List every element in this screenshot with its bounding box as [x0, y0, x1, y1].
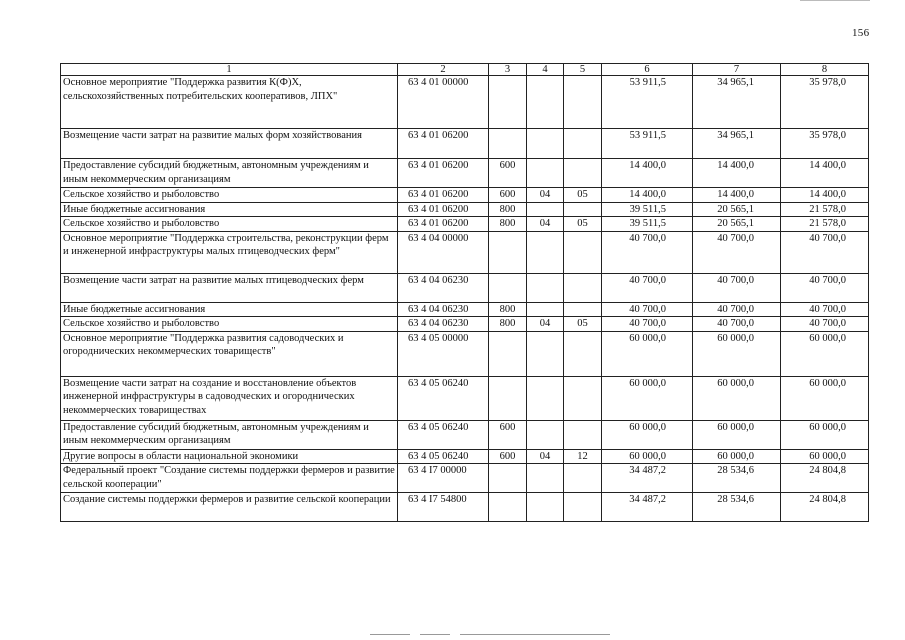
row-value-6: 14 400,0	[602, 159, 693, 188]
table-row	[61, 317, 869, 332]
row-value-7: 20 565,1	[693, 217, 781, 232]
row-value-8: 40 700,0	[781, 302, 869, 317]
row-kvr	[489, 76, 527, 129]
row-name: Иные бюджетные ассигнования	[61, 302, 398, 317]
row-code: 63 4 05 06240	[398, 449, 489, 464]
row-value-8: 24 804,8	[781, 464, 869, 493]
budget-table	[60, 63, 869, 522]
row-value-6: 53 911,5	[602, 129, 693, 159]
row-value-8: 40 700,0	[781, 317, 869, 332]
row-kvr: 800	[489, 317, 527, 332]
page-number: 156	[852, 27, 870, 39]
column-header: 6	[602, 64, 693, 76]
row-kvr: 800	[489, 217, 527, 232]
row-value-6: 60 000,0	[602, 331, 693, 376]
row-code: 63 4 04 06230	[398, 273, 489, 302]
table-row	[61, 76, 869, 129]
row-value-7: 40 700,0	[693, 273, 781, 302]
row-subsection	[564, 76, 602, 129]
row-value-6: 34 487,2	[602, 493, 693, 522]
table-row	[61, 159, 869, 188]
row-name: Создание системы поддержки фермеров и развитие сельской кооперации	[61, 493, 398, 522]
column-header: 3	[489, 64, 527, 76]
row-code: 63 4 01 06200	[398, 202, 489, 217]
row-name: Предоставление субсидий бюджетным, автономным учреждениям и иным некоммерческим организациям	[61, 159, 398, 188]
row-section	[527, 493, 564, 522]
row-code: 63 4 05 06240	[398, 420, 489, 449]
row-name: Предоставление субсидий бюджетным, автономным учреждениям и иным некоммерческим организациям	[61, 420, 398, 449]
row-subsection	[564, 331, 602, 376]
row-section	[527, 464, 564, 493]
row-section	[527, 302, 564, 317]
row-name: Федеральный проект "Создание системы поддержки фермеров и развитие сельской кооперации"	[61, 464, 398, 493]
row-section: 04	[527, 317, 564, 332]
row-value-8: 60 000,0	[781, 376, 869, 420]
row-value-6: 53 911,5	[602, 76, 693, 129]
table-row	[61, 273, 869, 302]
table-row	[61, 331, 869, 376]
row-value-6: 60 000,0	[602, 420, 693, 449]
row-subsection: 12	[564, 449, 602, 464]
header-row	[61, 64, 869, 76]
footer-rule-segment	[420, 634, 450, 635]
row-value-6: 60 000,0	[602, 376, 693, 420]
row-value-6: 60 000,0	[602, 449, 693, 464]
row-value-7: 40 700,0	[693, 231, 781, 273]
row-section	[527, 331, 564, 376]
row-subsection	[564, 464, 602, 493]
table-row	[61, 188, 869, 203]
row-value-7: 14 400,0	[693, 159, 781, 188]
row-value-8: 40 700,0	[781, 273, 869, 302]
row-value-7: 60 000,0	[693, 449, 781, 464]
row-value-8: 14 400,0	[781, 159, 869, 188]
table-row	[61, 420, 869, 449]
row-name: Другие вопросы в области национальной экономики	[61, 449, 398, 464]
row-name: Основное мероприятие "Поддержка строительства, реконструкции ферм и инженерной инфраструктуры малых птицеводческих ферм"	[61, 231, 398, 273]
row-section	[527, 159, 564, 188]
row-subsection	[564, 376, 602, 420]
row-name: Сельское хозяйство и рыболовство	[61, 217, 398, 232]
row-value-8: 21 578,0	[781, 202, 869, 217]
column-header: 7	[693, 64, 781, 76]
row-kvr: 600	[489, 159, 527, 188]
row-code: 63 4 I7 54800	[398, 493, 489, 522]
table-row	[61, 376, 869, 420]
row-value-8: 60 000,0	[781, 449, 869, 464]
column-header: 8	[781, 64, 869, 76]
row-section	[527, 76, 564, 129]
row-subsection	[564, 493, 602, 522]
row-value-8: 60 000,0	[781, 331, 869, 376]
row-value-6: 39 511,5	[602, 217, 693, 232]
column-header: 2	[398, 64, 489, 76]
table-row	[61, 493, 869, 522]
row-kvr	[489, 464, 527, 493]
scan-edge-mark	[800, 0, 870, 1]
row-kvr	[489, 331, 527, 376]
row-kvr	[489, 129, 527, 159]
row-kvr: 600	[489, 449, 527, 464]
row-value-8: 14 400,0	[781, 188, 869, 203]
row-name: Возмещение части затрат на развитие малых форм хозяйствования	[61, 129, 398, 159]
row-name: Сельское хозяйство и рыболовство	[61, 188, 398, 203]
row-section	[527, 202, 564, 217]
row-code: 63 4 01 06200	[398, 188, 489, 203]
row-value-8: 40 700,0	[781, 231, 869, 273]
table-row	[61, 464, 869, 493]
row-kvr: 600	[489, 188, 527, 203]
row-value-6: 40 700,0	[602, 317, 693, 332]
row-value-8: 21 578,0	[781, 217, 869, 232]
row-value-8: 60 000,0	[781, 420, 869, 449]
row-section	[527, 231, 564, 273]
row-code: 63 4 04 06230	[398, 317, 489, 332]
row-name: Сельское хозяйство и рыболовство	[61, 317, 398, 332]
row-name: Возмещение части затрат на создание и восстановление объектов инженерной инфраструктуры в садоводческих и огороднических некоммерческих товариществах	[61, 376, 398, 420]
row-value-7: 34 965,1	[693, 76, 781, 129]
row-value-7: 14 400,0	[693, 188, 781, 203]
row-value-6: 40 700,0	[602, 302, 693, 317]
row-subsection	[564, 273, 602, 302]
row-name: Основное мероприятие "Поддержка развития садоводческих и огороднических некоммерческих товариществ"	[61, 331, 398, 376]
row-value-8: 35 978,0	[781, 129, 869, 159]
row-name: Иные бюджетные ассигнования	[61, 202, 398, 217]
row-subsection	[564, 159, 602, 188]
row-value-6: 40 700,0	[602, 231, 693, 273]
row-code: 63 4 04 00000	[398, 231, 489, 273]
row-section	[527, 376, 564, 420]
column-header: 4	[527, 64, 564, 76]
row-name: Основное мероприятие "Поддержка развития К(Ф)Х, сельскохозяйственных потребительских кооперативов, ЛПХ"	[61, 76, 398, 129]
row-value-6: 34 487,2	[602, 464, 693, 493]
row-subsection	[564, 129, 602, 159]
row-subsection: 05	[564, 188, 602, 203]
row-subsection: 05	[564, 317, 602, 332]
row-section	[527, 273, 564, 302]
row-value-7: 40 700,0	[693, 302, 781, 317]
row-value-8: 24 804,8	[781, 493, 869, 522]
table-row	[61, 202, 869, 217]
row-subsection	[564, 202, 602, 217]
table-row	[61, 449, 869, 464]
row-value-6: 39 511,5	[602, 202, 693, 217]
row-value-8: 35 978,0	[781, 76, 869, 129]
row-subsection	[564, 420, 602, 449]
column-header: 1	[61, 64, 398, 76]
row-value-7: 28 534,6	[693, 493, 781, 522]
row-section: 04	[527, 217, 564, 232]
row-name: Возмещение части затрат на развитие малых птицеводческих ферм	[61, 273, 398, 302]
row-value-7: 28 534,6	[693, 464, 781, 493]
row-value-7: 60 000,0	[693, 331, 781, 376]
row-value-7: 60 000,0	[693, 376, 781, 420]
row-subsection: 05	[564, 217, 602, 232]
row-kvr: 800	[489, 202, 527, 217]
row-kvr	[489, 273, 527, 302]
row-code: 63 4 I7 00000	[398, 464, 489, 493]
row-code: 63 4 05 06240	[398, 376, 489, 420]
row-value-7: 60 000,0	[693, 420, 781, 449]
table-row	[61, 129, 869, 159]
row-code: 63 4 04 06230	[398, 302, 489, 317]
column-header: 5	[564, 64, 602, 76]
row-section: 04	[527, 188, 564, 203]
row-kvr: 600	[489, 420, 527, 449]
row-value-7: 40 700,0	[693, 317, 781, 332]
row-code: 63 4 01 06200	[398, 159, 489, 188]
row-section: 04	[527, 449, 564, 464]
row-kvr	[489, 231, 527, 273]
table-row	[61, 217, 869, 232]
row-subsection	[564, 231, 602, 273]
row-code: 63 4 01 00000	[398, 76, 489, 129]
row-subsection	[564, 302, 602, 317]
row-value-7: 34 965,1	[693, 129, 781, 159]
table-row	[61, 231, 869, 273]
row-section	[527, 420, 564, 449]
footer-rule-segment	[460, 634, 610, 635]
row-value-6: 40 700,0	[602, 273, 693, 302]
row-kvr: 800	[489, 302, 527, 317]
row-kvr	[489, 493, 527, 522]
row-kvr	[489, 376, 527, 420]
row-value-7: 20 565,1	[693, 202, 781, 217]
row-code: 63 4 01 06200	[398, 129, 489, 159]
row-code: 63 4 01 06200	[398, 217, 489, 232]
row-code: 63 4 05 00000	[398, 331, 489, 376]
row-value-6: 14 400,0	[602, 188, 693, 203]
table-row	[61, 302, 869, 317]
footer-rule-segment	[370, 634, 410, 635]
row-section	[527, 129, 564, 159]
